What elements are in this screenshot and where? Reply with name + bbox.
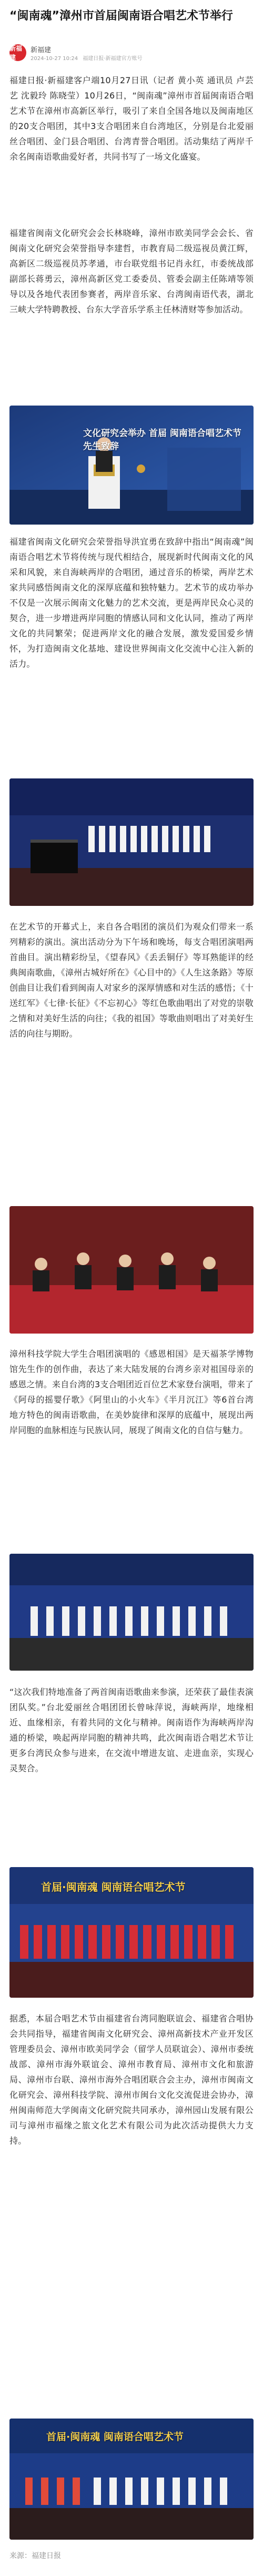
source-value: 福建日报	[32, 2552, 61, 2560]
author-row[interactable]	[9, 43, 254, 64]
paragraph-7: 据悉，本届合唱艺术节由福建省台湾同胞联谊会、福建省合唱协会共同指导，福建省闽南文化研究会、漳州高新技术产业开发区管理委员会、漳州市欧美同学会（留学人员联谊会）、漳州市委统战部、漳州市海外联谊会、漳州市教育局、漳州市文化和旅游局、漳州市台联、漳州市海外合唱团联合会主办，漳州市闽南文化研究会、漳州科技学院、漳州市闽台文化交流促进会协办，漳州闽南师范大学闽南文化研究院共同承办，漳州园山发展有限公司与漳州市福缘之旅文化艺术有限公司为此次活动提供大力支持。	[9, 2014, 254, 2146]
photo-final-group-caption: 首届·闽南魂 闽南语合唱艺术节	[46, 2431, 184, 2443]
avatar-text: 新福建	[9, 45, 23, 61]
photo-choir-stage-image	[9, 1554, 254, 1671]
paragraph-3: 福建省闽南文化研究会荣誉指导洪宜勇在致辞中指出“闽南魂”闽南语合唱艺术节将传统与现代相结合，展现新时代闽南文化的风采和风貌，来自海峡两岸的合唱团，通过音乐的桥梁，两岸艺术家共同感悟闽南文化的深厚底蕴和独特魅力。艺术节的成功举办不仅是一次展示闽南文化魅力的艺术交流，更是两岸民众心灵的契合，进一步增进两岸同胞的情感认同和文化认同，推动了两岸文化的共同繁荣；促进两岸文化的融合发展，激发爱国爱乡情怀，为打造闽南文化基地、建设世界闽南文化交流中心注入新的活力。	[9, 537, 254, 669]
paragraph-4: 在艺术节的开幕式上，来自各合唱团的演员们为观众们带来一系列精彩的演出。演出活动分为下午场和晚场，每支合唱团演唱两首曲目。演出精彩纷呈，《望春风》《丢丢铜仔》等耳熟能详的经典闽南歌曲，《漳州古城好所在》《心目中的》《人生这条路》等原创曲目让我们看到闽南人对家乡的深厚情感和对生活的感悟；《十送红军》《七律·长征》《不忘初心》等红色歌曲唱出了对党的崇敬之情和对美好生活的向往；《我的祖国》等歌曲则唱出了对美好生活的向往与期盼。	[9, 922, 254, 1039]
source-label: 来源：	[9, 2552, 32, 2560]
photo-choir-stage	[9, 1554, 254, 1671]
paragraph-5: 漳州科技学院大学生合唱团演唱的《感恩相国》是天福茶学博物馆先生作的创作曲，表达了来大陆发展的台湾乡亲对祖国母亲的感恩之情。来自台湾的3支合唱团近百位艺术家登台演唱，带来了《阿母的摇婴仔歌》《阿里山的小火车》《半月沉江》等6首台湾地方特色的闽南语歌曲，在美妙旋律和深厚的底蕴中，展现出两岸同胞的血脉相连与民族认同，展现了闽南文化的自信与魅力。	[9, 1349, 254, 1435]
publisher-note: 福建日报·新福建官方账号	[83, 56, 143, 62]
paragraph-1: 福建日报·新福建客户端10月27日讯（记者 黄小英 通讯员 卢芸艺 沈毅玲 陈晓莹）10月26日，“闽南魂”漳州市首届闽南语合唱艺术节在漳州市高新区举行，吸引了来自全国各地以及闽南地区的20支合唱团，其中3支合唱团来自台湾地区，分别是台北爱丽丝合唱团、金门县合唱团、台湾青誉合唱团。活动集结了两岸千余名闽南语歌曲爱好者，共同书写了一场文化盛宴。	[9, 75, 254, 162]
article-source	[9, 2550, 61, 2561]
article-title: “闽南魂”漳州市首届闽南语合唱艺术节举行	[9, 9, 233, 23]
photo-banner-red	[9, 1867, 254, 1998]
photo-speech	[9, 406, 254, 525]
photo-choir-piano-image	[9, 778, 254, 906]
photo-final-group	[9, 2419, 254, 2540]
photo-audience-image	[9, 1206, 254, 1334]
paragraph-2: 福建省闽南文化研究会会长林晓峰，漳州市欧美同学会会长、省闽南文化研究会荣誉指导李建哲，市教育局二级巡视员黄江辉，高新区二级巡视员苏孝通，市台联党组书记肖永红，市委统战部副部长蒋勇云，漳州高新区党工委委员、管委会副主任陈靖等领导以及各地代表团参赛者，两岸音乐家、台湾闽南语代表，湖北三峡大学特聘教授、台东大学音乐学系主任林清财等参加活动。	[9, 228, 254, 314]
photo-speech-caption: 文化研究会举办 首届 闽南语合唱艺术节 先生致辞	[83, 428, 241, 452]
photo-banner-red-caption: 首届·闽南魂 闽南语合唱艺术节	[41, 1881, 186, 1893]
paragraph-6: “这次我们特地准备了两首闽南语歌曲来参演，还荣获了最佳表演团队奖。”台北爱丽丝合唱团团长曾咏萍说，海峡两岸，地缘相近、血缘相亲，有着共同的文化与精神。闽南语作为海峡两岸沟通的桥梁，唤起两岸同胞的精神共鸣，此次闽南语合唱艺术节让更多台湾民众参与进来，在交流中增进友谊、走进血亲，实现心灵契合。	[9, 1687, 254, 1773]
avatar[interactable]	[9, 44, 26, 61]
photo-choir-piano	[9, 778, 254, 906]
author-name[interactable]: 新福建	[31, 46, 52, 54]
article-meta	[31, 54, 146, 62]
photo-speech-image	[9, 406, 254, 525]
publish-time: 2024-10-27 10:24	[31, 56, 78, 62]
photo-audience	[9, 1206, 254, 1334]
